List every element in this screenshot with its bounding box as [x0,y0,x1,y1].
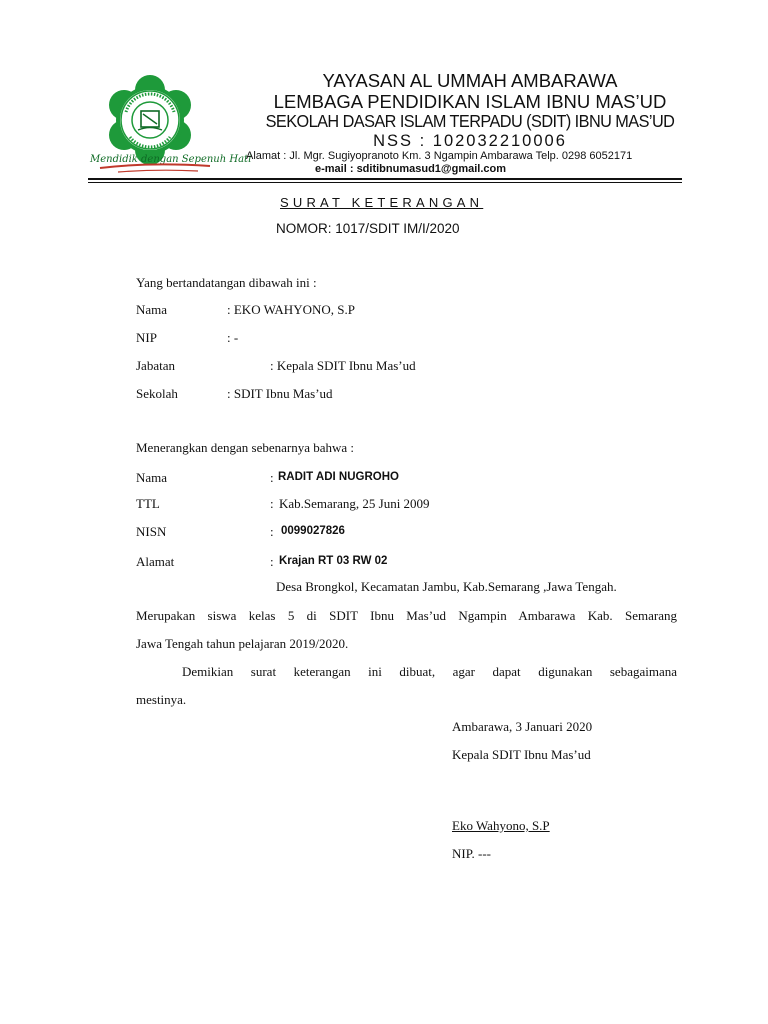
paragraph-2-line-1: Demikian surat keterangan ini dibuat, agar dapat digunakan sebagaimana [182,664,677,679]
student-address-value: Krajan RT 03 RW 02 [279,555,388,567]
student-address-colon: : [270,554,274,569]
signer-nip-label: NIP [136,330,157,345]
signer-name-value: : EKO WAHYONO, S.P [227,302,355,317]
student-ttl-label: TTL [136,496,160,511]
institution-name: LEMBAGA PENDIDIKAN ISLAM IBNU MAS’UD [273,91,667,112]
school-nss: NSS : 102032210006 [373,132,567,150]
signer-position-value: : Kepala SDIT Ibnu Mas’ud [270,358,416,373]
student-name-label: Nama [136,470,168,485]
signer-nip-closing: NIP. --- [452,846,491,861]
statement-text: Menerangkan dengan sebenarnya bahwa : [136,440,355,455]
student-nisn-label: NISN [136,524,167,539]
paragraph-1-line-1: Merupakan siswa kelas 5 di SDIT Ibnu Mas’ud Ngampin Ambarawa Kab. Semarang [136,608,677,623]
paragraph-2-line-2: mestinya. [136,692,187,707]
school-name: SEKOLAH DASAR ISLAM TERPADU (SDIT) IBNU MAS’UD [265,111,675,131]
student-name-colon: : [270,470,274,485]
student-address-label: Alamat [136,554,175,569]
signer-school-value: : SDIT Ibnu Mas’ud [227,386,333,401]
signer-school-label: Sekolah [136,386,178,401]
signer-position-label: Jabatan [136,358,175,373]
student-nisn-value: 0099027826 [281,525,345,537]
signer-name-closing: Eko Wahyono, S.P [452,818,550,833]
header-rule-thick [88,178,682,180]
school-logo [88,72,252,182]
school-email: e-mail : sditibnumasud1@gmail.com [315,163,507,175]
foundation-name: YAYASAN AL UMMAH AMBARAWA [322,70,618,91]
student-address-line2: Desa Brongkol, Kecamatan Jambu, Kab.Semarang ,Jawa Tengah. [276,579,617,594]
student-ttl-colon: : [270,496,274,511]
student-ttl-value: Kab.Semarang, 25 Juni 2009 [279,496,430,511]
signer-position-closing: Kepala SDIT Ibnu Mas’ud [452,747,591,762]
document-title: SURAT KETERANGAN [280,195,484,210]
intro-text: Yang bertandatangan dibawah ini : [136,275,317,290]
place-date: Ambarawa, 3 Januari 2020 [452,719,593,734]
signer-name-label: Nama [136,302,168,317]
header-rule-thin [88,182,682,183]
signer-nip-value: : - [227,330,239,345]
paragraph-1-line-2: Jawa Tengah tahun pelajaran 2019/2020. [136,636,349,651]
student-nisn-colon: : [270,524,274,539]
document-number: NOMOR: 1017/SDIT IM/I/2020 [276,221,460,236]
student-name-value: RADIT ADI NUGROHO [278,471,399,483]
logo-motto: Mendidik dengan Sepenuh Hati [90,154,252,165]
school-address: Alamat : Jl. Mgr. Sugiyopranoto Km. 3 Ngampin Ambarawa Telp. 0298 6052171 [246,150,633,162]
